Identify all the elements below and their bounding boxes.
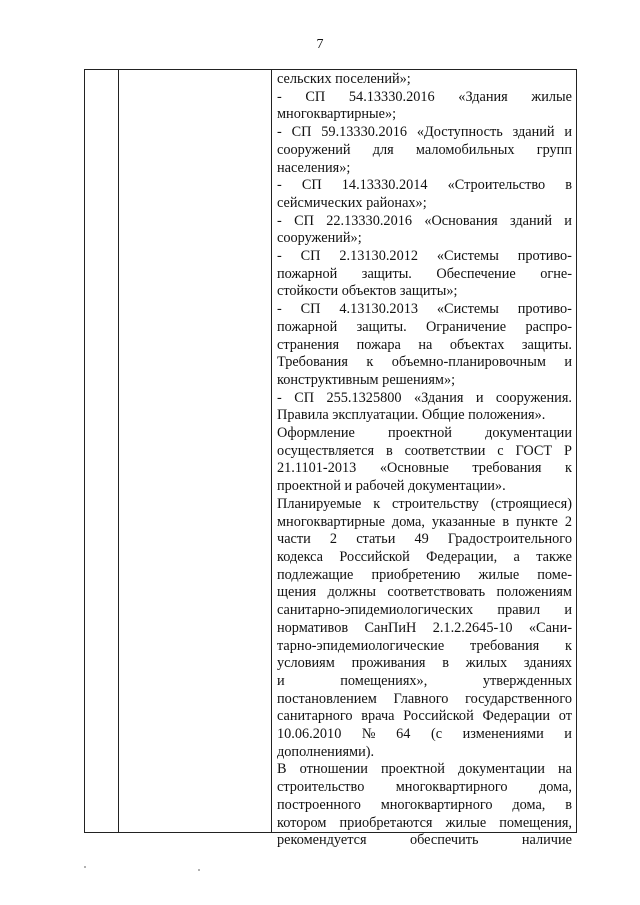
text-line: части 2 статьи 49 Градостроительного (277, 531, 572, 548)
text-line: - СП 22.13330.2016 «Основания зданий и (277, 212, 572, 229)
text-line: дополнениями). (277, 743, 375, 760)
text-line: и помещениях», утвержденных (277, 672, 572, 689)
text-line: сельских поселений»; (277, 71, 411, 87)
requirements-table (84, 69, 577, 849)
text-line: Планируемые к строительству (строящиеся) (277, 495, 572, 512)
text-line: пожарной защиты. Ограничение распро- (277, 318, 572, 335)
text-line: тарно-эпидемиологические требования к (277, 637, 572, 654)
column-divider (118, 70, 119, 832)
text-line: санитарного врача Российской Федерации от (277, 708, 572, 725)
text-line: кодекса Российской Федерации, а также (277, 548, 572, 565)
text-line: многоквартирные»; (277, 106, 397, 123)
text-line: щения должны соответствовать положениям (277, 584, 572, 601)
text-line: многоквартирные дома, указанные в пункте 2 (277, 513, 572, 530)
text-line: - СП 2.13130.2012 «Системы противо- (277, 248, 572, 265)
text-line: населения»; (277, 159, 351, 176)
text-line: - СП 4.13130.2013 «Системы противо- (277, 301, 572, 318)
text-line: конструктивным решениям»; (277, 371, 456, 388)
column-divider (271, 70, 272, 832)
text-line: Правила эксплуатации. Общие положения». (277, 407, 546, 424)
text-line: - СП 14.13330.2014 «Строительство в (277, 177, 572, 194)
text-line: В отношении проектной документации на (277, 761, 572, 778)
text-line: Требования к объемно-планировочным и (277, 354, 572, 371)
text-line: строительство многоквартирного дома, (277, 779, 572, 796)
text-line: - СП 255.1325800 «Здания и сооружения. (277, 389, 572, 406)
text-line: пожарной защиты. Обеспечение огне- (277, 265, 572, 282)
text-line: осуществляется в соответствии с ГОСТ Р (277, 442, 572, 459)
text-line: сооружений»; (277, 230, 362, 247)
text-line: странения пожара на объектах защиты. (277, 336, 572, 353)
scan-speck (198, 869, 200, 871)
text-line: котором приобретаются жилые помещения, (277, 814, 572, 831)
text-line: сейсмических районах»; (277, 194, 427, 211)
text-line: нормативов СанПиН 2.1.2.2645-10 «Сани- (277, 619, 572, 636)
text-line: - СП 54.13330.2016 «Здания жилые (277, 88, 572, 105)
text-line: санитарно-эпидемиологических правил и (277, 602, 572, 619)
text-line: - СП 59.13330.2016 «Доступность зданий и (277, 124, 572, 141)
text-line: условиям проживания в жилых зданиях (277, 655, 572, 672)
text-line: рекомендуется обеспечить наличие (277, 832, 572, 849)
text-line: Оформление проектной документации (277, 425, 572, 442)
scan-speck (84, 866, 86, 868)
text-line: стойкости объектов защиты»; (277, 283, 458, 300)
text-line: 10.06.2010 № 64 (с изменениями и (277, 726, 572, 743)
text-line: постановлением Главного государственного (277, 690, 572, 707)
text-line: подлежащие приобретению жилые поме- (277, 566, 572, 583)
text-line: 21.1101-2013 «Основные требования к (277, 460, 572, 477)
text-line: сооружений для маломобильных групп (277, 141, 572, 158)
text-line: проектной и рабочей документации». (277, 478, 506, 495)
requirements-cell-text (277, 71, 572, 850)
text-line: построенного многоквартирного дома, в (277, 796, 572, 813)
page-number: 7 (316, 37, 324, 52)
